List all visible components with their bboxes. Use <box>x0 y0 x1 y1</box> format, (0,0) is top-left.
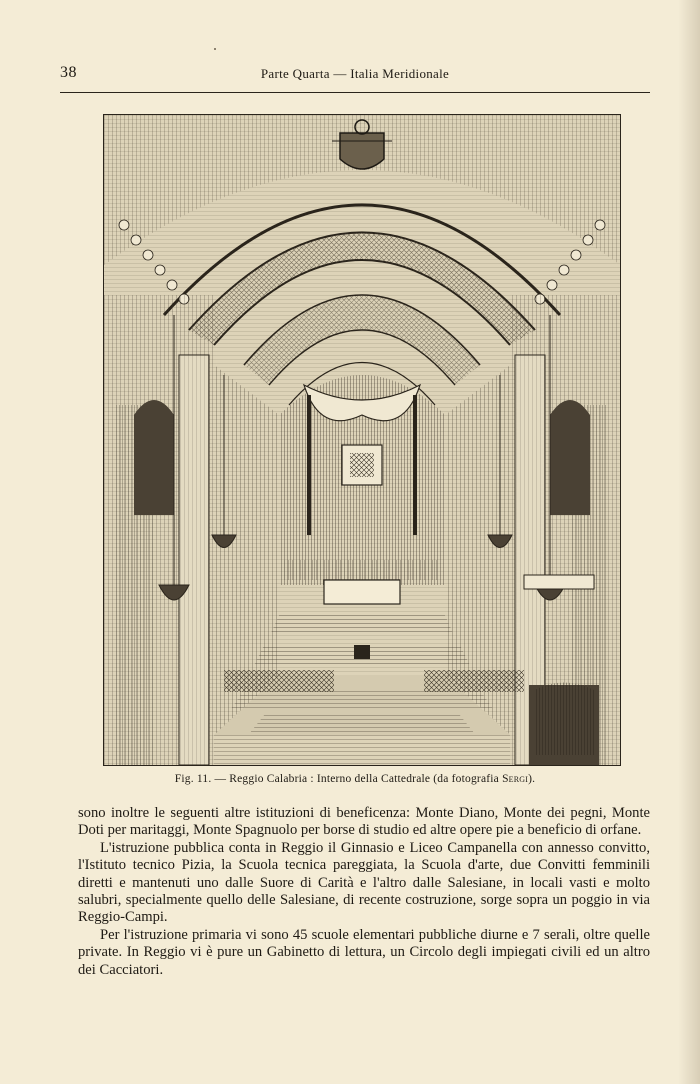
caption-credit: Sergi <box>502 773 529 785</box>
page-edge-shadow <box>678 0 700 1084</box>
cathedral-interior-engraving <box>103 114 621 766</box>
running-head: Parte Quarta — Italia Meridionale <box>260 66 450 81</box>
paragraph-istruzione-primaria: Per l'istruzione primaria vi sono 45 scuole elementari pubbliche diurne e 7 serali, oltre quelle private. In Reggio vi è pure un Gabinetto di lettura, un Circolo degli impiegati civili ed un altro dei Cacciatori. <box>78 926 650 978</box>
paragraph-beneficenza: sono inoltre le seguenti altre istituzioni di beneficenza: Monte Diano, Monte dei pegni, Monte Doti per maritaggi, Monte Spagnuolo per borse di studio ed altre opere pie a beneficio di orfane. <box>78 805 650 839</box>
paragraph-istruzione-pubblica: L'istruzione pubblica conta in Reggio il Ginnasio e Liceo Campanella con annesso convitto, l'Istituto tecnico Pizia, la Scuola tecnica pareggiata, la Scuola d'arte, due Convitti femminili diretti e mantenuti uno dalle Suore di Carità e l'altro dalle Salesiane, in locali vasti e molto salubri, specialmente quello delle Salesiane, di recente costruzione, sorge sopra un poggio in via Reggio-Campi. <box>78 839 650 926</box>
figure-caption <box>60 773 650 785</box>
page-number: 38 <box>60 64 77 81</box>
page-header <box>60 64 650 86</box>
caption-main: Fig. 11. — Reggio Calabria : Interno della Cattedrale (da fotografia <box>174 773 503 785</box>
caption-end: ). <box>528 773 536 785</box>
body-text <box>78 805 650 979</box>
paper-speck <box>214 48 216 50</box>
header-rule <box>60 92 650 93</box>
